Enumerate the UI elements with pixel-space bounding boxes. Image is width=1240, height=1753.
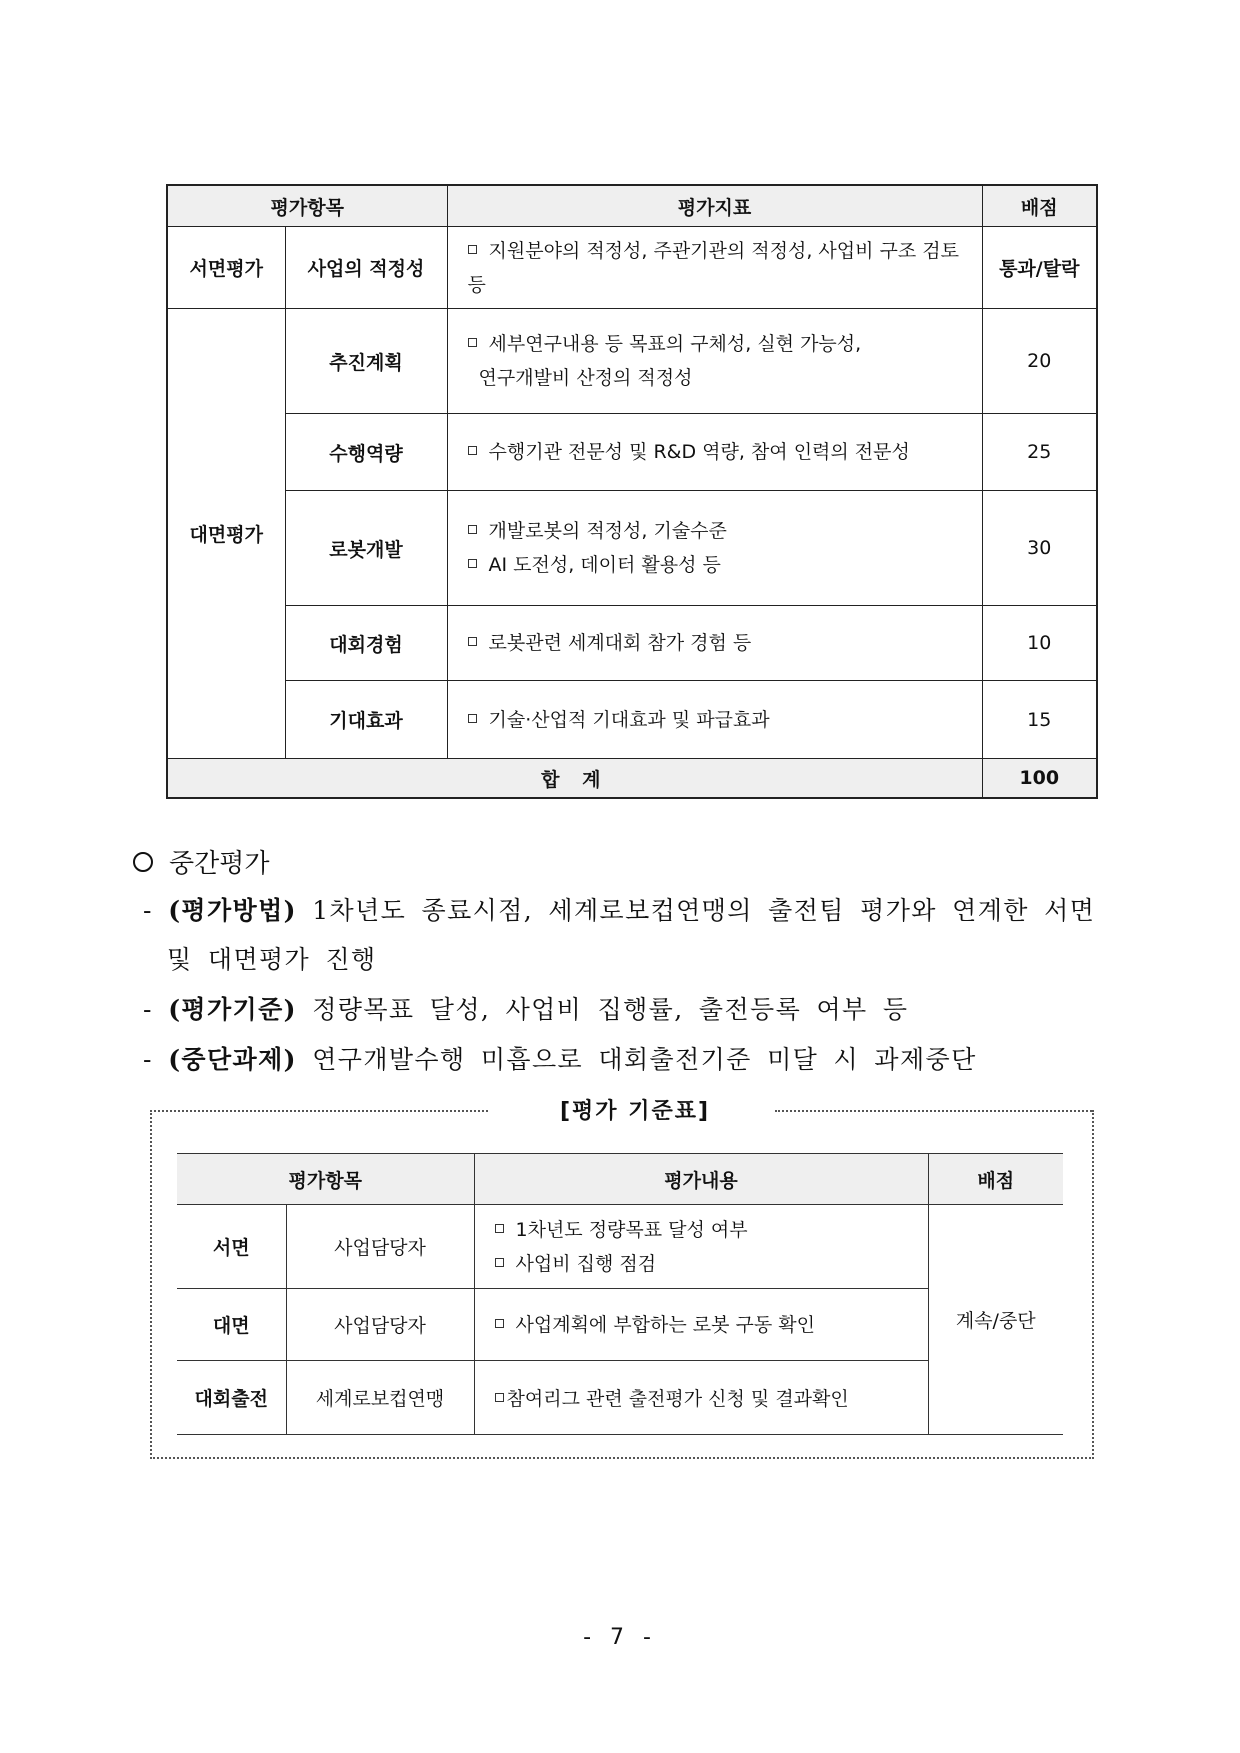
criteria-table	[177, 1153, 1063, 1435]
bullet-stop: - (중단과제) 연구개발수행 미흡으로 대회출전기준 미달 시 과제중단	[143, 1045, 977, 1074]
row-item: 추진계획	[285, 309, 447, 414]
row-item: 수행역량	[285, 414, 447, 491]
box-title: [평가 기준표]	[559, 1099, 711, 1124]
doc-review-group: 서면평가	[167, 227, 285, 309]
criteria-score: 계속/중단	[928, 1205, 1063, 1435]
row-indicator: 개발로봇의 적정성, 기술수준 AI 도전성, 데이터 활용성 등	[447, 491, 982, 606]
checkbox-bullet-icon	[468, 559, 477, 568]
total-label: 합 계	[167, 759, 982, 799]
criteria-who: 사업담당자	[286, 1205, 474, 1289]
row-indicator: 기술·산업적 기대효과 및 파급효과	[447, 681, 982, 759]
header-score: 배점	[928, 1154, 1063, 1205]
row-indicator: 로봇관련 세계대회 참가 경험 등	[447, 606, 982, 681]
checkbox-bullet-icon	[468, 245, 477, 254]
header-indicator: 평가지표	[447, 185, 982, 227]
page-number: - 7 -	[583, 1625, 657, 1650]
checkbox-bullet-icon	[468, 338, 477, 347]
criteria-content: 1차년도 정량목표 달성 여부 사업비 집행 점검	[474, 1205, 928, 1289]
checkbox-bullet-icon	[468, 637, 477, 646]
criteria-content: 사업계획에 부합하는 로봇 구동 확인	[474, 1289, 928, 1361]
checkbox-bullet-icon	[495, 1393, 504, 1402]
row-score: 30	[982, 491, 1097, 606]
header-item: 평가항목	[167, 185, 447, 227]
checkbox-bullet-icon	[495, 1224, 504, 1233]
row-score: 15	[982, 681, 1097, 759]
header-content: 평가내용	[474, 1154, 928, 1205]
evaluation-table	[166, 184, 1098, 799]
header-item: 평가항목	[177, 1154, 474, 1205]
row-indicator: 세부연구내용 등 목표의 구체성, 실현 가능성, 연구개발비 산정의 적정성	[447, 309, 982, 414]
total-score: 100	[982, 759, 1097, 799]
criteria-type: 서면	[177, 1205, 286, 1289]
doc-review-score: 통과/탈락	[982, 227, 1097, 309]
section-heading: 중간평가	[133, 843, 269, 880]
criteria-who: 사업담당자	[286, 1289, 474, 1361]
checkbox-bullet-icon	[495, 1258, 504, 1267]
doc-review-item: 사업의 적정성	[285, 227, 447, 309]
bullet-method-cont: 및 대면평가 진행	[167, 945, 377, 974]
row-indicator: 수행기관 전문성 및 R&D 역량, 참여 인력의 전문성	[447, 414, 982, 491]
bullet-method: - (평가방법) 1차년도 종료시점, 세계로보컵연맹의 출전팀 평가와 연계한 서면	[143, 896, 1096, 925]
doc-review-indicator: 지원분야의 적정성, 주관기관의 적정성, 사업비 구조 검토 등	[447, 227, 982, 309]
criteria-type: 대회출전	[177, 1361, 286, 1435]
checkbox-bullet-icon	[468, 446, 477, 455]
row-item: 로봇개발	[285, 491, 447, 606]
bullet-criteria: - (평가기준) 정량목표 달성, 사업비 집행률, 출전등록 여부 등	[143, 995, 909, 1024]
criteria-who: 세계로보컵연맹	[286, 1361, 474, 1435]
row-item: 기대효과	[285, 681, 447, 759]
row-item: 대회경험	[285, 606, 447, 681]
row-score: 25	[982, 414, 1097, 491]
criteria-type: 대면	[177, 1289, 286, 1361]
interview-group: 대면평가	[167, 309, 285, 759]
criteria-content: 참여리그 관련 출전평가 신청 및 결과확인	[474, 1361, 928, 1435]
checkbox-bullet-icon	[495, 1319, 504, 1328]
header-score: 배점	[982, 185, 1097, 227]
row-score: 20	[982, 309, 1097, 414]
checkbox-bullet-icon	[468, 714, 477, 723]
circle-bullet-icon	[133, 852, 153, 872]
checkbox-bullet-icon	[468, 525, 477, 534]
row-score: 10	[982, 606, 1097, 681]
